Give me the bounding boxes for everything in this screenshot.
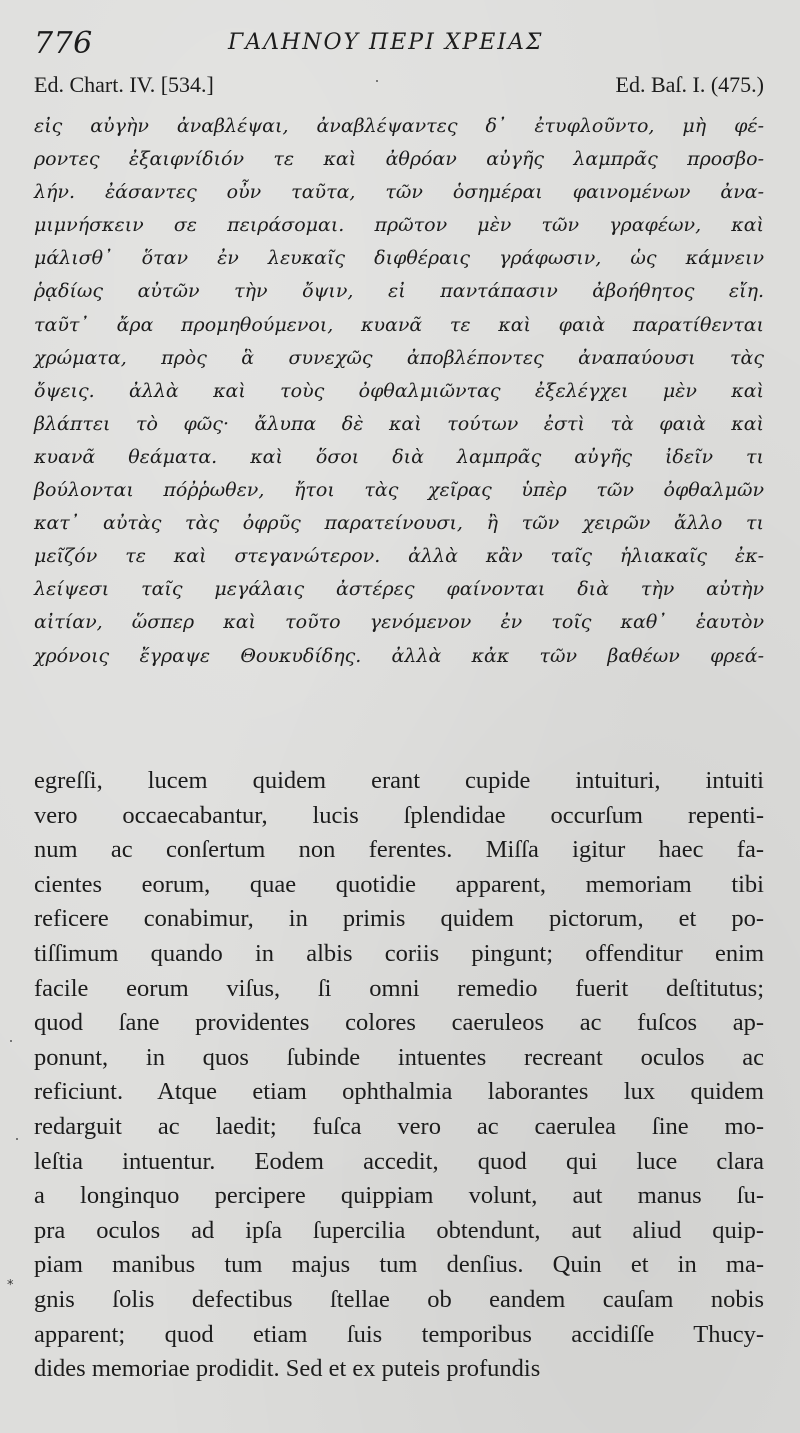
latin-text-line: gnis ſolis defectibus ſtellae ob eandem cauſam nobis [34, 1285, 764, 1313]
greek-text-line: μιμνήσκειν σε πειράσομαι. πρῶτον μὲν τῶν γραφέων, καὶ [34, 214, 764, 237]
edition-basel-reference: Ed. Baſ. I. (475.) [615, 72, 764, 97]
greek-text-line: ταῦτ᾽ ἄρα προμηθούμενοι, κυανᾶ τε καὶ φαιὰ παρατίθενται [34, 313, 764, 336]
greek-text-line: μεῖζόν τε καὶ στεγανώτερον. ἀλλὰ κἂν ταῖς ἡλιακαῖς ἐκ- [34, 545, 764, 568]
paper-speck [16, 1138, 18, 1140]
paper-speck [376, 80, 378, 82]
latin-text-line: egreſſi, lucem quidem erant cupide intuituri, intuiti [34, 767, 764, 794]
latin-text-line: reficere conabimur, in primis quidem pictorum, et po- [34, 905, 764, 933]
greek-text-line: χρόνοις ἔγραψε Θουκυδίδης. ἀλλὰ κἀκ τῶν βαθέων φρεά- [34, 644, 764, 667]
edition-references [34, 72, 764, 102]
greek-text-line: μάλισθ᾽ ὅταν ἐν λευκαῖς διφθέραις γράφωσιν, ὡς κάμνειν [34, 247, 764, 270]
latin-text-line: reficiunt. Atque etiam ophthalmia laborantes lux quidem [34, 1078, 764, 1106]
latin-text-line: dides memoriae prodidit. Sed et ex puteis profundis [34, 1355, 541, 1383]
latin-text-line: num ac conſertum non ferentes. Miſſa igitur haec fa- [34, 836, 764, 864]
latin-text-line: apparent; quod etiam ſuis temporibus accidiſſe Thucy- [34, 1320, 764, 1348]
greek-text-block [34, 110, 764, 673]
greek-text-line: βούλονται πόῤῥωθεν, ἤτοι τὰς χεῖρας ὑπὲρ τῶν ὀφθαλμῶν [34, 479, 764, 502]
latin-text-line: pra oculos ad ipſa ſupercilia obtendunt, aut aliud quip- [34, 1216, 764, 1244]
greek-text-line: ὄψεις. ἀλλὰ καὶ τοὺς ὀφθαλμιῶντας ἐξελέγχει μὲν καὶ [34, 379, 764, 402]
greek-text-line: ῥᾳδίως αὐτῶν τὴν ὄψιν, εἰ παντάπασιν ἀβοήθητος εἴη. [34, 280, 764, 303]
latin-text-line: tiſſimum quando in albis coriis pingunt; offenditur enim [34, 939, 764, 967]
greek-text-line: κατ᾽ αὐτὰς τὰς ὀφρῦς παρατείνουσι, ἢ τῶν χειρῶν ἄλλο τι [34, 512, 764, 535]
latin-text-line: quod ſane providentes colores caeruleos ac fuſcos ap- [34, 1009, 764, 1037]
greek-text-line: κυανᾶ θεάματα. καὶ ὅσοι διὰ λαμπρᾶς αὐγῆς ἰδεῖν τι [34, 445, 764, 468]
greek-text-line: ροντες ἐξαιφνίδιόν τε καὶ ἀθρόαν αὐγῆς λαμπρᾶς προσβο- [34, 148, 764, 171]
margin-mark: * [7, 1278, 14, 1293]
latin-text-line: facile eorum viſus, ſi omni remedio fuerit deſtitutus; [34, 974, 764, 1002]
latin-text-line: a longinquo percipere quippiam volunt, aut manus ſu- [34, 1182, 764, 1210]
latin-text-line: leſtia intuentur. Eodem accedit, quod qui luce clara [34, 1147, 764, 1175]
latin-text-block [34, 764, 764, 1387]
latin-text-line: vero occaecabantur, lucis ſplendidae occurſum repenti- [34, 801, 764, 829]
latin-text-line: cientes eorum, quae quotidie apparent, memoriam tibi [34, 870, 764, 898]
edition-chartier-reference: Ed. Chart. IV. [534.] [34, 72, 214, 97]
greek-text-line: λήν. ἐάσαντες οὖν ταῦτα, τῶν ὁσημέραι φαινομένων ἀνα- [34, 181, 764, 204]
latin-text-line: redarguit ac laedit; fuſca vero ac caerulea ſine mo- [34, 1112, 764, 1140]
latin-text-line: piam manibus tum majus tum denſius. Quin et in ma- [34, 1251, 764, 1279]
running-title: ΓΑΛΗΝΟΥ ΠΕΡΙ ΧΡΕΙΑΣ [228, 30, 544, 55]
greek-text-line: λείψεσι ταῖς μεγάλαις ἀστέρες φαίνονται διὰ τὴν αὐτὴν [34, 578, 764, 601]
page-header [34, 26, 764, 66]
greek-text-line: βλάπτει τὸ φῶς· ἄλυπα δὲ καὶ τούτων ἐστὶ τὰ φαιὰ καὶ [34, 412, 764, 435]
page-number: 776 [34, 26, 93, 61]
latin-text-line: ponunt, in quos ſubinde intuentes recreant oculos ac [34, 1043, 764, 1071]
greek-text-line: χρώματα, πρὸς ἃ συνεχῶς ἀποβλέποντες ἀναπαύουσι τὰς [34, 346, 764, 369]
greek-text-line: αἰτίαν, ὥσπερ καὶ τοῦτο γενόμενον ἐν τοῖς καθ᾽ ἑαυτὸν [34, 611, 764, 634]
paper-speck [10, 1040, 12, 1042]
greek-text-line: εἰς αὐγὴν ἀναβλέψαι, ἀναβλέψαντες δ᾽ ἐτυφλοῦντο, μὴ φέ- [34, 115, 764, 137]
